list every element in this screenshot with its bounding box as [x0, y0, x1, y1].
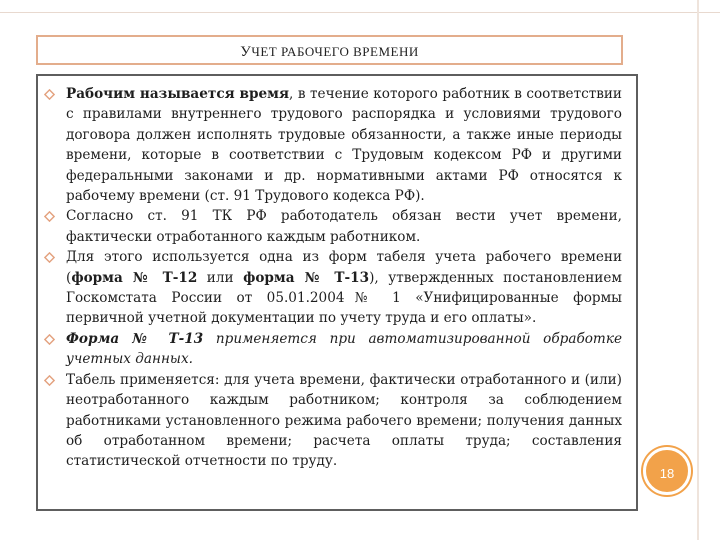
list-item — [38, 206, 622, 247]
item-text — [66, 329, 622, 370]
list-item — [38, 247, 622, 329]
item-bold: форма № Т-12 — [71, 269, 198, 286]
list-item — [38, 370, 622, 472]
item-bold-italic: Форма № Т-13 — [66, 330, 204, 347]
page-number-badge: 18 — [643, 447, 691, 495]
hollow-diamond-icon — [44, 211, 55, 222]
item-text: Согласно ст. 91 ТК РФ работодатель обязан вести учет времени, фактически отработанного каждым работником. — [66, 208, 622, 245]
hollow-diamond-icon — [44, 252, 55, 263]
right-divider — [697, 0, 699, 540]
item-text — [66, 247, 622, 329]
list-item — [38, 329, 622, 370]
item-text: Табель применяется: для учета времени, фактически отработанного и (или) неотработанного каждым работником; контроля за соблюдением работниками установленного режима рабочего времени; получения данных об отработанном времени; расчета оплаты труда; составления статистической отчетности по труду. — [66, 371, 622, 470]
item-body: ), утвержденных постановлением Госкомстата России от 05.01.2004№ 1 «Унифицированные формы первичной учетной документации по учету труда и его оплаты». — [66, 269, 622, 327]
content-box — [36, 74, 638, 511]
title-word-2: РАБОЧЕГО ВРЕМЕНИ — [280, 44, 419, 59]
item-bold: Рабочим называется время — [66, 86, 290, 102]
item-body: , в течение которого работник в соответствии с правилами внутреннего трудового распорядка и условиями трудового договора должен исполнять трудовые обязанности, а также иные периоды времени, которые в соответствии с Трудовым кодексом РФ и другими федеральными законами и др. нормативными актами РФ относятся к рабочему времени (ст. 91 Трудового кодекса РФ). — [66, 86, 622, 205]
bullet-list — [38, 84, 622, 472]
hollow-diamond-icon — [44, 89, 55, 100]
list-item — [38, 84, 622, 206]
title-box — [36, 35, 623, 65]
item-body: или — [197, 269, 244, 286]
hollow-diamond-icon — [44, 375, 55, 386]
item-text — [66, 84, 622, 206]
title-initial: У — [240, 44, 252, 60]
item-bold: форма № Т-13 — [243, 269, 370, 286]
top-divider — [0, 12, 720, 13]
item-body: Для этого используется одна из форм табеля учета рабочего времени ( — [66, 249, 622, 286]
item-italic: применяется при автоматизированной обработке учетных данных. — [66, 330, 622, 368]
title-word-1: ЧЕТ — [251, 44, 281, 59]
hollow-diamond-icon — [44, 334, 55, 345]
